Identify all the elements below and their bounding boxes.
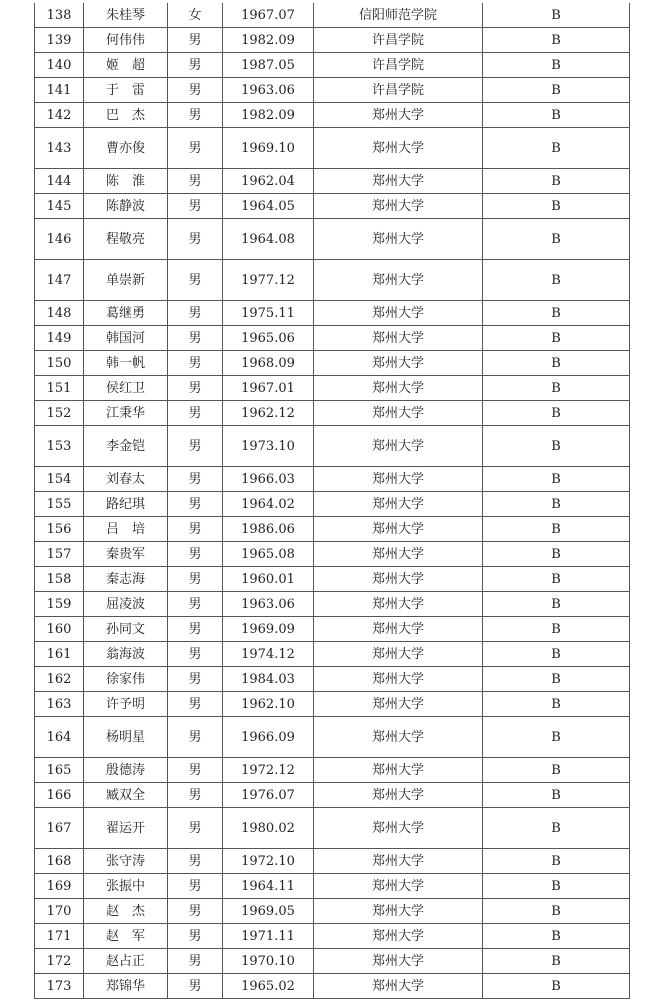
person-name-cell: 赵占正 [84, 949, 168, 974]
row-number-cell: 142 [35, 103, 84, 128]
row-number-cell: 172 [35, 949, 84, 974]
table-row [35, 783, 630, 808]
grade-cell: B [483, 169, 630, 194]
institution-cell: 郑州大学 [314, 542, 483, 567]
birth-date-cell: 1977.12 [223, 260, 314, 301]
institution-cell: 郑州大学 [314, 874, 483, 899]
institution-cell: 郑州大学 [314, 128, 483, 169]
birth-date-cell: 1966.03 [223, 467, 314, 492]
gender-cell: 男 [168, 467, 223, 492]
person-name-cell: 陈 淮 [84, 169, 168, 194]
grade-cell: B [483, 692, 630, 717]
table-row [35, 219, 630, 260]
row-number-cell: 166 [35, 783, 84, 808]
gender-cell: 男 [168, 717, 223, 758]
row-number-cell: 164 [35, 717, 84, 758]
grade-cell: B [483, 426, 630, 467]
person-name-cell: 韩国河 [84, 326, 168, 351]
table-row [35, 3, 630, 28]
row-number-cell: 144 [35, 169, 84, 194]
grade-cell: B [483, 592, 630, 617]
row-number-cell: 156 [35, 517, 84, 542]
gender-cell: 男 [168, 849, 223, 874]
gender-cell: 男 [168, 692, 223, 717]
table-row [35, 542, 630, 567]
grade-cell: B [483, 401, 630, 426]
birth-date-cell: 1976.07 [223, 783, 314, 808]
birth-date-cell: 1964.11 [223, 874, 314, 899]
row-number-cell: 138 [35, 3, 84, 28]
birth-date-cell: 1971.11 [223, 924, 314, 949]
person-name-cell: 张守涛 [84, 849, 168, 874]
birth-date-cell: 1984.03 [223, 667, 314, 692]
institution-cell: 郑州大学 [314, 492, 483, 517]
birth-date-cell: 1966.09 [223, 717, 314, 758]
person-name-cell: 许予明 [84, 692, 168, 717]
person-name-cell: 孙同文 [84, 617, 168, 642]
grade-cell: B [483, 78, 630, 103]
grade-cell: B [483, 194, 630, 219]
gender-cell: 男 [168, 326, 223, 351]
birth-date-cell: 1964.08 [223, 219, 314, 260]
person-name-cell: 刘春太 [84, 467, 168, 492]
row-number-cell: 139 [35, 28, 84, 53]
table-row [35, 667, 630, 692]
birth-date-cell: 1982.09 [223, 103, 314, 128]
birth-date-cell: 1965.02 [223, 974, 314, 999]
institution-cell: 许昌学院 [314, 28, 483, 53]
row-number-cell: 155 [35, 492, 84, 517]
grade-cell: B [483, 667, 630, 692]
table-row [35, 194, 630, 219]
row-number-cell: 165 [35, 758, 84, 783]
personnel-table [34, 3, 630, 999]
grade-cell: B [483, 219, 630, 260]
institution-cell: 郑州大学 [314, 426, 483, 467]
table-row [35, 949, 630, 974]
gender-cell: 男 [168, 128, 223, 169]
grade-cell: B [483, 351, 630, 376]
gender-cell: 男 [168, 542, 223, 567]
grade-cell: B [483, 517, 630, 542]
table-row [35, 517, 630, 542]
grade-cell: B [483, 949, 630, 974]
person-name-cell: 李金铠 [84, 426, 168, 467]
row-number-cell: 171 [35, 924, 84, 949]
institution-cell: 郑州大学 [314, 219, 483, 260]
institution-cell: 许昌学院 [314, 53, 483, 78]
person-name-cell: 姬 超 [84, 53, 168, 78]
grade-cell: B [483, 642, 630, 667]
table-row [35, 592, 630, 617]
row-number-cell: 140 [35, 53, 84, 78]
institution-cell: 郑州大学 [314, 376, 483, 401]
row-number-cell: 146 [35, 219, 84, 260]
row-number-cell: 154 [35, 467, 84, 492]
birth-date-cell: 1964.02 [223, 492, 314, 517]
birth-date-cell: 1965.08 [223, 542, 314, 567]
gender-cell: 男 [168, 783, 223, 808]
row-number-cell: 149 [35, 326, 84, 351]
table-row [35, 351, 630, 376]
birth-date-cell: 1972.10 [223, 849, 314, 874]
row-number-cell: 163 [35, 692, 84, 717]
grade-cell: B [483, 301, 630, 326]
birth-date-cell: 1980.02 [223, 808, 314, 849]
person-name-cell: 韩一帆 [84, 351, 168, 376]
grade-cell: B [483, 874, 630, 899]
table-row [35, 426, 630, 467]
table-row [35, 28, 630, 53]
table-row [35, 78, 630, 103]
table-row [35, 301, 630, 326]
grade-cell: B [483, 492, 630, 517]
grade-cell: B [483, 28, 630, 53]
row-number-cell: 152 [35, 401, 84, 426]
row-number-cell: 151 [35, 376, 84, 401]
table-row [35, 642, 630, 667]
birth-date-cell: 1967.07 [223, 3, 314, 28]
grade-cell: B [483, 326, 630, 351]
gender-cell: 男 [168, 642, 223, 667]
institution-cell: 郑州大学 [314, 642, 483, 667]
table-row [35, 899, 630, 924]
birth-date-cell: 1962.10 [223, 692, 314, 717]
row-number-cell: 169 [35, 874, 84, 899]
row-number-cell: 170 [35, 899, 84, 924]
institution-cell: 郑州大学 [314, 260, 483, 301]
row-number-cell: 145 [35, 194, 84, 219]
table-row [35, 617, 630, 642]
birth-date-cell: 1963.06 [223, 592, 314, 617]
grade-cell: B [483, 717, 630, 758]
birth-date-cell: 1965.06 [223, 326, 314, 351]
institution-cell: 郑州大学 [314, 849, 483, 874]
gender-cell: 男 [168, 260, 223, 301]
grade-cell: B [483, 899, 630, 924]
birth-date-cell: 1960.01 [223, 567, 314, 592]
table-row [35, 326, 630, 351]
grade-cell: B [483, 103, 630, 128]
person-name-cell: 赵 杰 [84, 899, 168, 924]
table-row [35, 692, 630, 717]
birth-date-cell: 1967.01 [223, 376, 314, 401]
gender-cell: 男 [168, 899, 223, 924]
row-number-cell: 160 [35, 617, 84, 642]
gender-cell: 男 [168, 351, 223, 376]
institution-cell: 郑州大学 [314, 169, 483, 194]
row-number-cell: 150 [35, 351, 84, 376]
institution-cell: 信阳师范学院 [314, 3, 483, 28]
row-number-cell: 173 [35, 974, 84, 999]
person-name-cell: 赵 军 [84, 924, 168, 949]
gender-cell: 男 [168, 219, 223, 260]
birth-date-cell: 1973.10 [223, 426, 314, 467]
table-row [35, 808, 630, 849]
institution-cell: 郑州大学 [314, 974, 483, 999]
person-name-cell: 郑锦华 [84, 974, 168, 999]
institution-cell: 郑州大学 [314, 517, 483, 542]
gender-cell: 男 [168, 974, 223, 999]
row-number-cell: 143 [35, 128, 84, 169]
birth-date-cell: 1974.12 [223, 642, 314, 667]
institution-cell: 郑州大学 [314, 592, 483, 617]
gender-cell: 男 [168, 667, 223, 692]
person-name-cell: 单崇新 [84, 260, 168, 301]
table-row [35, 260, 630, 301]
institution-cell: 郑州大学 [314, 194, 483, 219]
gender-cell: 男 [168, 949, 223, 974]
person-name-cell: 陈静波 [84, 194, 168, 219]
grade-cell: B [483, 974, 630, 999]
gender-cell: 男 [168, 53, 223, 78]
row-number-cell: 157 [35, 542, 84, 567]
table-body [35, 3, 630, 999]
person-name-cell: 殷德涛 [84, 758, 168, 783]
birth-date-cell: 1986.06 [223, 517, 314, 542]
gender-cell: 男 [168, 194, 223, 219]
gender-cell: 男 [168, 758, 223, 783]
birth-date-cell: 1982.09 [223, 28, 314, 53]
grade-cell: B [483, 808, 630, 849]
grade-cell: B [483, 617, 630, 642]
institution-cell: 郑州大学 [314, 567, 483, 592]
birth-date-cell: 1972.12 [223, 758, 314, 783]
birth-date-cell: 1962.12 [223, 401, 314, 426]
row-number-cell: 158 [35, 567, 84, 592]
person-name-cell: 秦贵军 [84, 542, 168, 567]
gender-cell: 男 [168, 492, 223, 517]
row-number-cell: 159 [35, 592, 84, 617]
grade-cell: B [483, 260, 630, 301]
person-name-cell: 臧双全 [84, 783, 168, 808]
gender-cell: 男 [168, 517, 223, 542]
row-number-cell: 162 [35, 667, 84, 692]
birth-date-cell: 1964.05 [223, 194, 314, 219]
gender-cell: 男 [168, 401, 223, 426]
table-row [35, 467, 630, 492]
table-row [35, 376, 630, 401]
institution-cell: 郑州大学 [314, 949, 483, 974]
grade-cell: B [483, 783, 630, 808]
gender-cell: 男 [168, 808, 223, 849]
institution-cell: 郑州大学 [314, 758, 483, 783]
table-row [35, 758, 630, 783]
institution-cell: 郑州大学 [314, 617, 483, 642]
person-name-cell: 杨明星 [84, 717, 168, 758]
birth-date-cell: 1963.06 [223, 78, 314, 103]
institution-cell: 郑州大学 [314, 301, 483, 326]
grade-cell: B [483, 758, 630, 783]
birth-date-cell: 1968.09 [223, 351, 314, 376]
grade-cell: B [483, 3, 630, 28]
person-name-cell: 朱桂琴 [84, 3, 168, 28]
gender-cell: 男 [168, 103, 223, 128]
grade-cell: B [483, 53, 630, 78]
person-name-cell: 翁海波 [84, 642, 168, 667]
table-row [35, 401, 630, 426]
row-number-cell: 141 [35, 78, 84, 103]
gender-cell: 男 [168, 169, 223, 194]
person-name-cell: 江秉华 [84, 401, 168, 426]
gender-cell: 男 [168, 592, 223, 617]
birth-date-cell: 1969.05 [223, 899, 314, 924]
table-row [35, 924, 630, 949]
table-row [35, 169, 630, 194]
institution-cell: 郑州大学 [314, 103, 483, 128]
person-name-cell: 吕 培 [84, 517, 168, 542]
person-name-cell: 葛继勇 [84, 301, 168, 326]
gender-cell: 男 [168, 376, 223, 401]
institution-cell: 许昌学院 [314, 78, 483, 103]
row-number-cell: 147 [35, 260, 84, 301]
birth-date-cell: 1969.10 [223, 128, 314, 169]
person-name-cell: 侯红卫 [84, 376, 168, 401]
gender-cell: 女 [168, 3, 223, 28]
institution-cell: 郑州大学 [314, 783, 483, 808]
person-name-cell: 秦志海 [84, 567, 168, 592]
grade-cell: B [483, 467, 630, 492]
institution-cell: 郑州大学 [314, 808, 483, 849]
table-row [35, 128, 630, 169]
institution-cell: 郑州大学 [314, 326, 483, 351]
person-name-cell: 巴 杰 [84, 103, 168, 128]
row-number-cell: 168 [35, 849, 84, 874]
gender-cell: 男 [168, 567, 223, 592]
person-name-cell: 路纪琪 [84, 492, 168, 517]
birth-date-cell: 1970.10 [223, 949, 314, 974]
person-name-cell: 张振中 [84, 874, 168, 899]
grade-cell: B [483, 849, 630, 874]
institution-cell: 郑州大学 [314, 467, 483, 492]
table-row [35, 849, 630, 874]
institution-cell: 郑州大学 [314, 351, 483, 376]
grade-cell: B [483, 542, 630, 567]
row-number-cell: 148 [35, 301, 84, 326]
person-name-cell: 于 雷 [84, 78, 168, 103]
institution-cell: 郑州大学 [314, 924, 483, 949]
gender-cell: 男 [168, 924, 223, 949]
institution-cell: 郑州大学 [314, 667, 483, 692]
institution-cell: 郑州大学 [314, 717, 483, 758]
row-number-cell: 153 [35, 426, 84, 467]
gender-cell: 男 [168, 617, 223, 642]
gender-cell: 男 [168, 301, 223, 326]
gender-cell: 男 [168, 78, 223, 103]
grade-cell: B [483, 567, 630, 592]
gender-cell: 男 [168, 28, 223, 53]
person-name-cell: 程敬亮 [84, 219, 168, 260]
birth-date-cell: 1969.09 [223, 617, 314, 642]
grade-cell: B [483, 924, 630, 949]
grade-cell: B [483, 376, 630, 401]
gender-cell: 男 [168, 874, 223, 899]
person-name-cell: 翟运开 [84, 808, 168, 849]
table-row [35, 567, 630, 592]
table-row [35, 53, 630, 78]
person-name-cell: 屈凌波 [84, 592, 168, 617]
institution-cell: 郑州大学 [314, 401, 483, 426]
table-row [35, 492, 630, 517]
table-row [35, 974, 630, 999]
row-number-cell: 167 [35, 808, 84, 849]
birth-date-cell: 1975.11 [223, 301, 314, 326]
table-row [35, 717, 630, 758]
grade-cell: B [483, 128, 630, 169]
row-number-cell: 161 [35, 642, 84, 667]
person-name-cell: 何伟伟 [84, 28, 168, 53]
person-name-cell: 徐家伟 [84, 667, 168, 692]
table-row [35, 874, 630, 899]
institution-cell: 郑州大学 [314, 692, 483, 717]
institution-cell: 郑州大学 [314, 899, 483, 924]
birth-date-cell: 1987.05 [223, 53, 314, 78]
person-name-cell: 曹亦俊 [84, 128, 168, 169]
table-row [35, 103, 630, 128]
gender-cell: 男 [168, 426, 223, 467]
birth-date-cell: 1962.04 [223, 169, 314, 194]
